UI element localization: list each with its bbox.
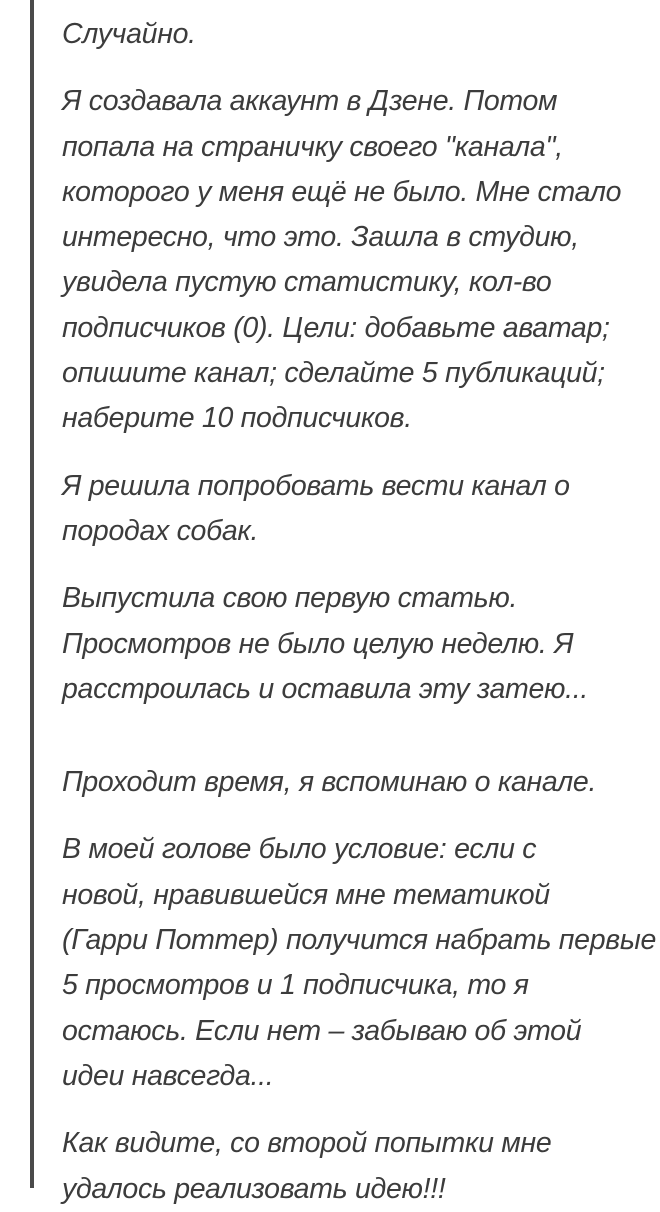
paragraph-4 (62, 576, 642, 712)
text-line: Выпустила свою первую статью. (62, 582, 518, 615)
text-line: Как видите, со второй попытки мне (62, 1127, 552, 1160)
text-line: подписчиков (0). Цели: добавьте аватар; (62, 311, 610, 344)
paragraph-5 (62, 760, 642, 805)
paragraph-7 (62, 1121, 642, 1212)
paragraph-6 (62, 827, 657, 1099)
text-line: 5 просмотров и 1 подписчика, то я (62, 969, 529, 1002)
text-line: В моей голове было условие: если с (62, 833, 537, 866)
text-line: остаюсь. Если нет – забываю об этой (62, 1014, 582, 1047)
quote-text (62, 12, 657, 1212)
text-line: новой, нравившейся мне тематикой (62, 878, 550, 911)
paragraph-2 (62, 79, 642, 441)
paragraph-1 (62, 12, 642, 57)
text-line: (Гарри Поттер) получится набрать первые (62, 924, 657, 957)
text-line: попала на страничку своего "канала", (62, 130, 563, 163)
quote-bar (30, 0, 34, 1188)
text-line: Проходит время, я вспоминаю о канале. (62, 766, 597, 799)
text-line: Просмотров не было целую неделю. Я (62, 627, 574, 660)
text-line: которого у меня ещё не было. Мне стало (62, 175, 622, 208)
text-line: удалось реализовать идею!!! (62, 1172, 446, 1205)
text-line: интересно, что это. Зашла в студию, (62, 221, 579, 254)
text-line: наберите 10 подписчиков. (62, 402, 412, 435)
text-line: опишите канал; сделайте 5 публикаций; (62, 357, 605, 390)
paragraph-3 (62, 464, 642, 555)
text-line: расстроилась и оставила эту затею... (62, 672, 589, 705)
text-line: породах собак. (62, 514, 259, 547)
text-line: идеи навсегда... (62, 1059, 274, 1092)
text-line: увидела пустую статистику, кол-во (62, 266, 552, 299)
text-line: Я создавала аккаунт в Дзене. Потом (62, 85, 558, 118)
text-line: Случайно. (62, 18, 196, 50)
text-line: Я решила попробовать вести канал о (62, 469, 570, 502)
